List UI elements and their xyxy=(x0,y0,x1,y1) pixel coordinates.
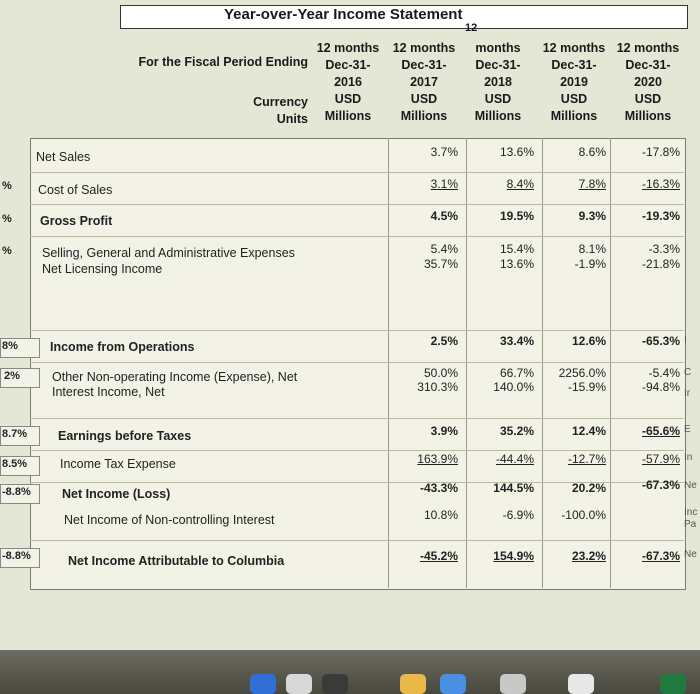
row-divider xyxy=(30,172,684,173)
row-divider xyxy=(30,330,684,331)
cell-value: -57.9% xyxy=(641,452,680,466)
photos-icon[interactable] xyxy=(400,674,426,694)
cell-value: -17.8% xyxy=(641,145,680,159)
cell-value: -21.8% xyxy=(641,257,680,271)
row-label: Interest Income, Net xyxy=(52,385,165,399)
column-header-2018: months Dec-31- 2018 USD Millions xyxy=(474,41,522,123)
row-label: Other Non-operating Income (Expense), Net xyxy=(52,370,298,384)
cell-value: 140.0% xyxy=(493,380,534,394)
row-label: Net Sales xyxy=(36,150,91,164)
row-label: Cost of Sales xyxy=(38,183,113,197)
cell-value: 8.4% xyxy=(506,177,534,191)
cell-value: 8.1% xyxy=(578,242,606,256)
column-header-2020: 12 months Dec-31- 2020 USD Millions xyxy=(616,41,680,123)
row-label: Net Licensing Income xyxy=(42,262,163,276)
cell-value: 163.9% xyxy=(417,452,458,466)
column-header-2017: 12 months Dec-31- 2017 USD Millions xyxy=(392,41,456,123)
cell-value: 10.8% xyxy=(423,508,458,522)
cell-value: 2.5% xyxy=(430,334,458,348)
left-edge-fragment: -8.8% xyxy=(2,550,31,562)
spreadsheet-icon[interactable] xyxy=(322,674,348,694)
column-header-2019: 12 months Dec-31- 2019 USD Millions xyxy=(542,41,606,123)
row-label: Net Income (Loss) xyxy=(62,487,171,501)
cell-value: -100.0% xyxy=(561,508,606,522)
right-edge-fragment: Ir xyxy=(684,388,691,399)
row-divider xyxy=(30,418,684,419)
column-divider xyxy=(542,138,543,588)
cell-value: 310.3% xyxy=(417,380,458,394)
calendar-icon[interactable] xyxy=(568,674,594,694)
currency-label: Currency xyxy=(253,95,308,109)
cell-value: -5.4% xyxy=(648,366,680,380)
right-edge-fragment: Inc xyxy=(684,507,698,518)
cell-value: 35.7% xyxy=(423,257,458,271)
right-edge-fragment: C xyxy=(684,367,692,378)
cell-value: 4.5% xyxy=(430,209,458,223)
right-edge-fragment: Ne xyxy=(684,549,697,560)
cell-value: -67.3% xyxy=(641,478,680,492)
row-label: Income Tax Expense xyxy=(60,457,176,471)
cell-value: 144.5% xyxy=(493,481,534,495)
row-label: Gross Profit xyxy=(40,214,113,228)
cell-value: 3.7% xyxy=(430,145,458,159)
left-edge-fragment: 2% xyxy=(4,370,20,382)
cell-value: 9.3% xyxy=(578,209,606,223)
cell-value: -6.9% xyxy=(502,508,534,522)
cell-value: 12.4% xyxy=(571,424,606,438)
cell-value: 23.2% xyxy=(571,549,606,563)
column-header-2016: 12 months Dec-31- 2016 USD Millions xyxy=(316,41,380,123)
cell-value: -45.2% xyxy=(419,549,458,563)
left-edge-fragment: 8.5% xyxy=(2,458,28,470)
dock-bar xyxy=(0,650,700,694)
cell-value: 2256.0% xyxy=(558,366,606,380)
row-divider xyxy=(30,540,684,541)
left-edge-fragment: % xyxy=(2,213,12,225)
cell-value: 35.2% xyxy=(499,424,534,438)
cell-value: -43.3% xyxy=(419,481,458,495)
cell-value: 19.5% xyxy=(499,209,534,223)
row-label: Net Income of Non-controlling Interest xyxy=(64,513,275,527)
cell-value: 66.7% xyxy=(499,366,534,380)
cell-value: -65.3% xyxy=(641,334,680,348)
left-edge-fragment: % xyxy=(2,180,12,192)
excel-icon[interactable] xyxy=(660,674,686,694)
cell-value: 7.8% xyxy=(578,177,606,191)
cell-value: 12.6% xyxy=(571,334,606,348)
cell-value: -12.7% xyxy=(567,452,606,466)
app-icon-2[interactable] xyxy=(500,674,526,694)
right-edge-fragment: Ne xyxy=(684,480,697,491)
period-label: For the Fiscal Period Ending xyxy=(138,55,308,69)
left-edge-fragment: 8% xyxy=(2,340,18,352)
column-divider xyxy=(466,138,467,588)
cell-value: 8.6% xyxy=(578,145,606,159)
row-divider xyxy=(30,362,684,363)
right-edge-fragment: I xyxy=(684,335,687,346)
cell-value: -44.4% xyxy=(495,452,534,466)
browser-icon[interactable] xyxy=(440,674,466,694)
cell-value: -67.3% xyxy=(641,549,680,563)
cell-value: 3.9% xyxy=(430,424,458,438)
cell-value: 13.6% xyxy=(499,145,534,159)
cell-value: 3.1% xyxy=(430,177,458,191)
cell-value: -94.8% xyxy=(641,380,680,394)
row-divider xyxy=(30,204,684,205)
cell-value: -15.9% xyxy=(567,380,606,394)
cell-value: -19.3% xyxy=(641,209,680,223)
right-edge-fragment: In xyxy=(684,452,693,463)
cell-value: 15.4% xyxy=(499,242,534,256)
cell-value: 13.6% xyxy=(499,257,534,271)
cell-value: 20.2% xyxy=(571,481,606,495)
cell-value: 154.9% xyxy=(493,549,534,563)
left-edge-fragment: 8.7% xyxy=(2,428,28,440)
row-divider xyxy=(30,236,684,237)
left-edge-fragment: -8.8% xyxy=(2,486,31,498)
cell-value: -65.6% xyxy=(641,424,680,438)
row-label: Earnings before Taxes xyxy=(58,429,192,443)
video-icon[interactable] xyxy=(250,674,276,694)
row-divider xyxy=(30,450,684,451)
cell-value: -3.3% xyxy=(648,242,680,256)
right-edge-fragment: Pa xyxy=(684,519,697,530)
cell-value: -16.3% xyxy=(641,177,680,191)
page-title: Year-over-Year Income Statement xyxy=(224,6,463,23)
cell-value: 5.4% xyxy=(430,242,458,256)
units-label: Units xyxy=(276,112,308,126)
column-divider xyxy=(388,138,389,588)
header-extra: 12 xyxy=(465,22,478,34)
column-divider xyxy=(610,138,611,588)
cell-value: -1.9% xyxy=(574,257,606,271)
right-edge-fragment: E xyxy=(684,424,691,435)
left-edge-fragment: % xyxy=(2,245,12,257)
cell-value: 33.4% xyxy=(499,334,534,348)
row-label: Net Income Attributable to Columbia xyxy=(68,554,285,568)
row-label: Income from Operations xyxy=(50,340,195,354)
app-icon[interactable] xyxy=(286,674,312,694)
row-label: Selling, General and Administrative Expenses xyxy=(42,246,295,260)
cell-value: 50.0% xyxy=(423,366,458,380)
